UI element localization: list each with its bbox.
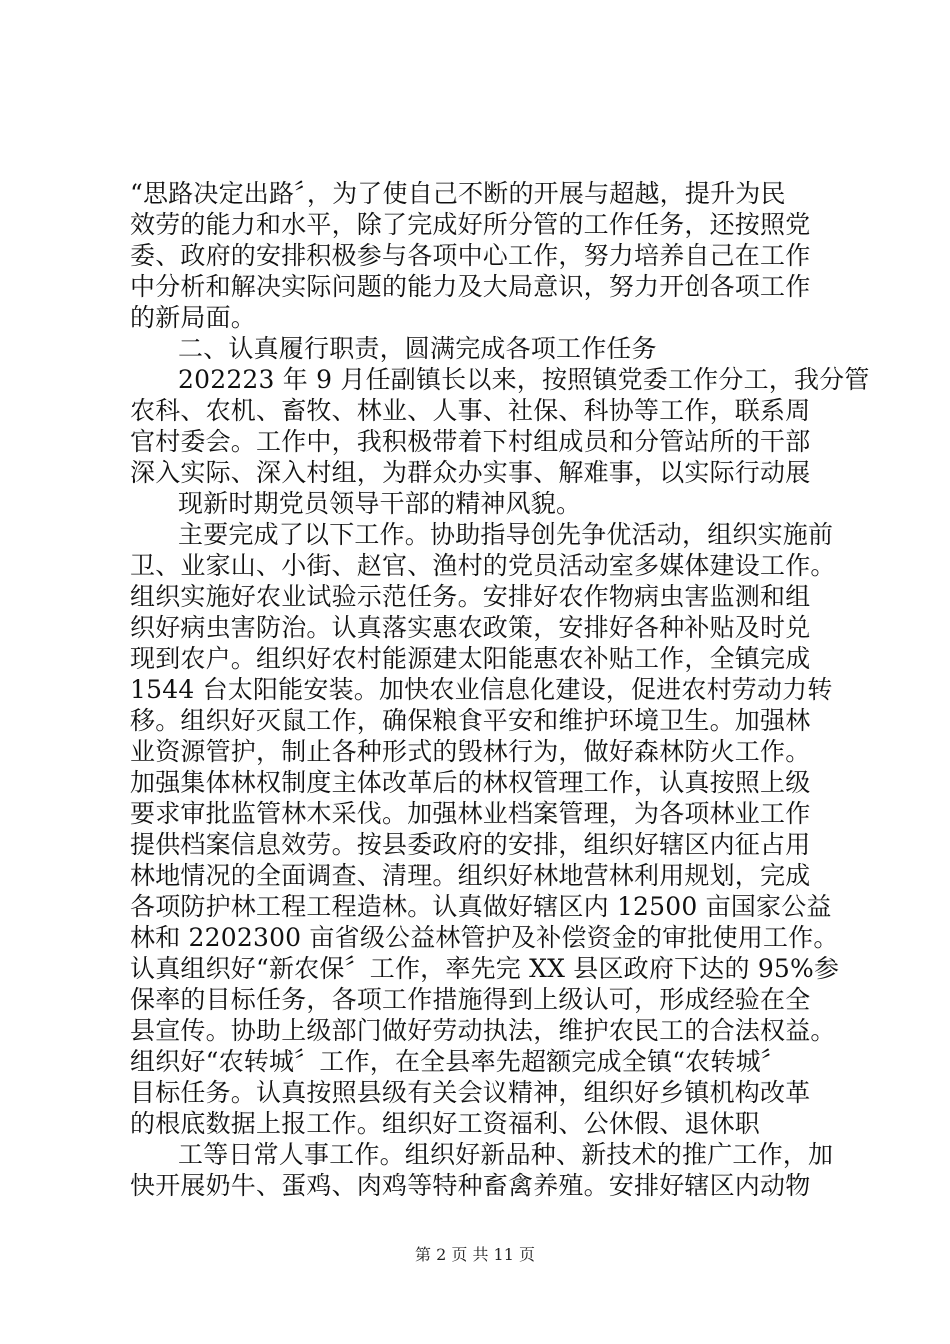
page-footer: 第 2 页 共 11 页	[415, 1245, 535, 1264]
text-line: 各项防护林工程工程造林。认真做好辖区内 12500 亩国家公益	[130, 892, 832, 921]
text-line: 业资源管护，制止各种形式的毁林行为，做好森林防火工作。	[130, 737, 811, 766]
text-line: 卫、业家山、小街、赵官、渔村的党员活动室多媒体建设工作。	[130, 551, 836, 580]
text-line: 委、政府的安排积极参与各项中心工作，努力培养自己在工作	[130, 241, 811, 270]
text-line: 主要完成了以下工作。协助指导创先争优活动，组织实施前	[178, 520, 834, 549]
text-line: 织好病虫害防治。认真落实惠农政策，安排好各种补贴及时兑	[130, 613, 811, 642]
text-line: 现到农户。组织好农村能源建太阳能惠农补贴工作，全镇完成	[130, 644, 811, 673]
text-line: 的根底数据上报工作。组织好工资福利、公休假、退休职	[130, 1109, 761, 1138]
text-line: 组织实施好农业试验示范任务。安排好农作物病虫害监测和组	[130, 582, 811, 611]
text-line: “思路决定出路〞，为了使自己不断的开展与超越，提升为民	[130, 179, 786, 208]
text-line: 深入实际、深入村组，为群众办实事、解难事，以实际行动展	[130, 458, 811, 487]
text-line: 农科、农机、畜牧、林业、人事、社保、科协等工作，联系周	[130, 396, 811, 425]
text-line: 林和 2202300 亩省级公益林管护及补偿资金的审批使用工作。	[130, 923, 839, 952]
text-line: 官村委会。工作中，我积极带着下村组成员和分管站所的干部	[130, 427, 811, 456]
text-line: 快开展奶牛、蛋鸡、肉鸡等特种畜禽养殖。安排好辖区内动物	[130, 1171, 811, 1200]
text-line: 保率的目标任务，各项工作措施得到上级认可，形成经验在全	[130, 985, 811, 1014]
text-line: 1544 台太阳能安装。加快农业信息化建设，促进农村劳动力转	[130, 675, 833, 704]
text-line: 现新时期党员领导干部的精神风貌。	[178, 489, 582, 518]
text-line: 移。组织好灭鼠工作，确保粮食平安和维护环境卫生。加强林	[130, 706, 811, 735]
text-line: 目标任务。认真按照县级有关会议精神，组织好乡镇机构改革	[130, 1078, 811, 1107]
text-line: 认真组织好“新农保〞工作，率先完 XX 县区政府下达的 95%参	[130, 954, 840, 983]
text-line: 的新局面。	[130, 303, 257, 332]
text-line: 加强集体林权制度主体改革后的林权管理工作，认真按照上级	[130, 768, 811, 797]
text-line: 202223 年 9 月任副镇长以来，按照镇党委工作分工，我分管	[178, 365, 870, 394]
text-line: 县宣传。协助上级部门做好劳动执法，维护农民工的合法权益。	[130, 1016, 836, 1045]
text-line: 工等日常人事工作。组织好新品种、新技术的推广工作，加	[178, 1140, 834, 1169]
text-line: 二、认真履行职责，圆满完成各项工作任务	[178, 334, 657, 363]
text-line: 效劳的能力和水平，除了完成好所分管的工作任务，还按照党	[130, 210, 811, 239]
text-line: 林地情况的全面调查、清理。组织好林地营林利用规划，完成	[130, 861, 811, 890]
text-line: 要求审批监管林木采伐。加强林业档案管理，为各项林业工作	[130, 799, 811, 828]
text-line: 组织好“农转城〞工作，在全县率先超额完成全镇“农转城〞	[130, 1047, 786, 1076]
text-line: 中分析和解决实际问题的能力及大局意识，努力开创各项工作	[130, 272, 811, 301]
text-line: 提供档案信息效劳。按县委政府的安排，组织好辖区内征占用	[130, 830, 811, 859]
body-text	[130, 178, 870, 1201]
